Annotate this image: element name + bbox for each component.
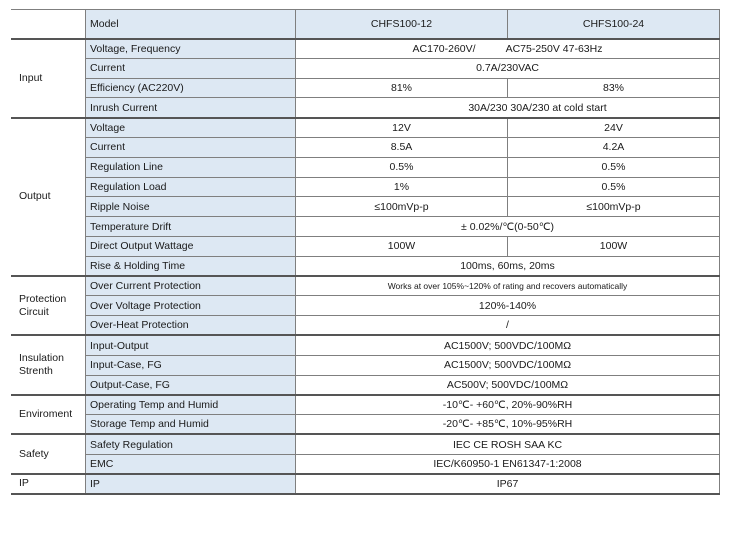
value-cell: IEC/K60950-1 EN61347-1:2008 <box>296 454 720 474</box>
value-cell: IEC CE ROSH SAA KC <box>296 434 720 454</box>
param-label: Voltage <box>86 118 296 138</box>
param-label: Rise & Holding Time <box>86 256 296 276</box>
table-row <box>12 118 720 138</box>
table-row <box>12 98 720 118</box>
value-12: ≤100mVp-p <box>296 197 508 217</box>
group-ip: IP <box>12 474 86 494</box>
value-cell <box>296 39 720 59</box>
param-label: Over-Heat Protection <box>86 316 296 336</box>
table-row <box>12 296 720 316</box>
value-cell: 120%-140% <box>296 296 720 316</box>
header-blank-cell <box>12 10 86 39</box>
table-row <box>12 316 720 336</box>
header-model-24: CHFS100-24 <box>508 10 720 39</box>
param-label: Regulation Load <box>86 177 296 197</box>
table-header-row <box>12 10 720 39</box>
param-label: Ripple Noise <box>86 197 296 217</box>
group-safety: Safety <box>12 434 86 474</box>
value-cell: -20℃- +85℃, 10%-95%RH <box>296 415 720 435</box>
table-row <box>12 415 720 435</box>
param-label: Operating Temp and Humid <box>86 395 296 415</box>
param-label: Over Current Protection <box>86 276 296 296</box>
table-row <box>12 395 720 415</box>
table-row <box>12 137 720 157</box>
value-24: 24V <box>508 118 720 138</box>
value-24: 4.2A <box>508 137 720 157</box>
param-label: Over Voltage Protection <box>86 296 296 316</box>
value-cell: IP67 <box>296 474 720 494</box>
value-24: 0.5% <box>508 177 720 197</box>
param-label: Inrush Current <box>86 98 296 118</box>
param-label: Storage Temp and Humid <box>86 415 296 435</box>
param-label: Safety Regulation <box>86 434 296 454</box>
value-cell: 30A/230 30A/230 at cold start <box>296 98 720 118</box>
param-label: Temperature Drift <box>86 217 296 237</box>
param-label: IP <box>86 474 296 494</box>
table-row <box>12 197 720 217</box>
param-label: Current <box>86 137 296 157</box>
table-row <box>12 335 720 355</box>
table-row <box>12 157 720 177</box>
value-cell: -10℃- +60℃, 20%-90%RH <box>296 395 720 415</box>
param-label: Regulation Line <box>86 157 296 177</box>
value-12: 8.5A <box>296 137 508 157</box>
group-input: Input <box>12 39 86 118</box>
param-label: Current <box>86 58 296 78</box>
value-cell: 100ms, 60ms, 20ms <box>296 256 720 276</box>
spec-table <box>11 9 720 495</box>
table-row <box>12 276 720 296</box>
value-12: 0.5% <box>296 157 508 177</box>
value-cell: AC1500V; 500VDC/100MΩ <box>296 335 720 355</box>
group-output: Output <box>12 118 86 276</box>
value-24: 100W <box>508 236 720 256</box>
param-label: Output-Case, FG <box>86 375 296 395</box>
table-row <box>12 78 720 98</box>
value-cell: / <box>296 316 720 336</box>
table-row <box>12 454 720 474</box>
group-environment: Enviroment <box>12 395 86 435</box>
value-12: 100W <box>296 236 508 256</box>
value-12: AC170-260V/ <box>412 42 476 55</box>
table-row <box>12 355 720 375</box>
table-row <box>12 58 720 78</box>
table-row <box>12 217 720 237</box>
header-model-12: CHFS100-12 <box>296 10 508 39</box>
value-24: 83% <box>508 78 720 98</box>
value-12: 81% <box>296 78 508 98</box>
header-param: Model <box>86 10 296 39</box>
value-cell: AC1500V; 500VDC/100MΩ <box>296 355 720 375</box>
value-cell: 0.7A/230VAC <box>296 58 720 78</box>
table-row <box>12 39 720 59</box>
group-insulation: Insulation Strenth <box>12 335 86 394</box>
group-protection: Protection Circuit <box>12 276 86 335</box>
param-label: EMC <box>86 454 296 474</box>
value-cell: ± 0.02%/℃(0-50℃) <box>296 217 720 237</box>
table-row <box>12 474 720 494</box>
value-cell: Works at over 105%~120% of rating and recovers automatically <box>296 276 720 296</box>
param-label: Direct Output Wattage <box>86 236 296 256</box>
value-12: 1% <box>296 177 508 197</box>
param-label: Input-Output <box>86 335 296 355</box>
value-24: AC75-250V 47-63Hz <box>505 42 603 55</box>
table-row <box>12 236 720 256</box>
value-24: ≤100mVp-p <box>508 197 720 217</box>
value-12: 12V <box>296 118 508 138</box>
value-24: 0.5% <box>508 157 720 177</box>
table-row <box>12 177 720 197</box>
param-label: Input-Case, FG <box>86 355 296 375</box>
table-row <box>12 434 720 454</box>
table-row <box>12 256 720 276</box>
param-label: Voltage, Frequency <box>86 39 296 59</box>
param-label: Efficiency (AC220V) <box>86 78 296 98</box>
table-row <box>12 375 720 395</box>
value-cell: AC500V; 500VDC/100MΩ <box>296 375 720 395</box>
